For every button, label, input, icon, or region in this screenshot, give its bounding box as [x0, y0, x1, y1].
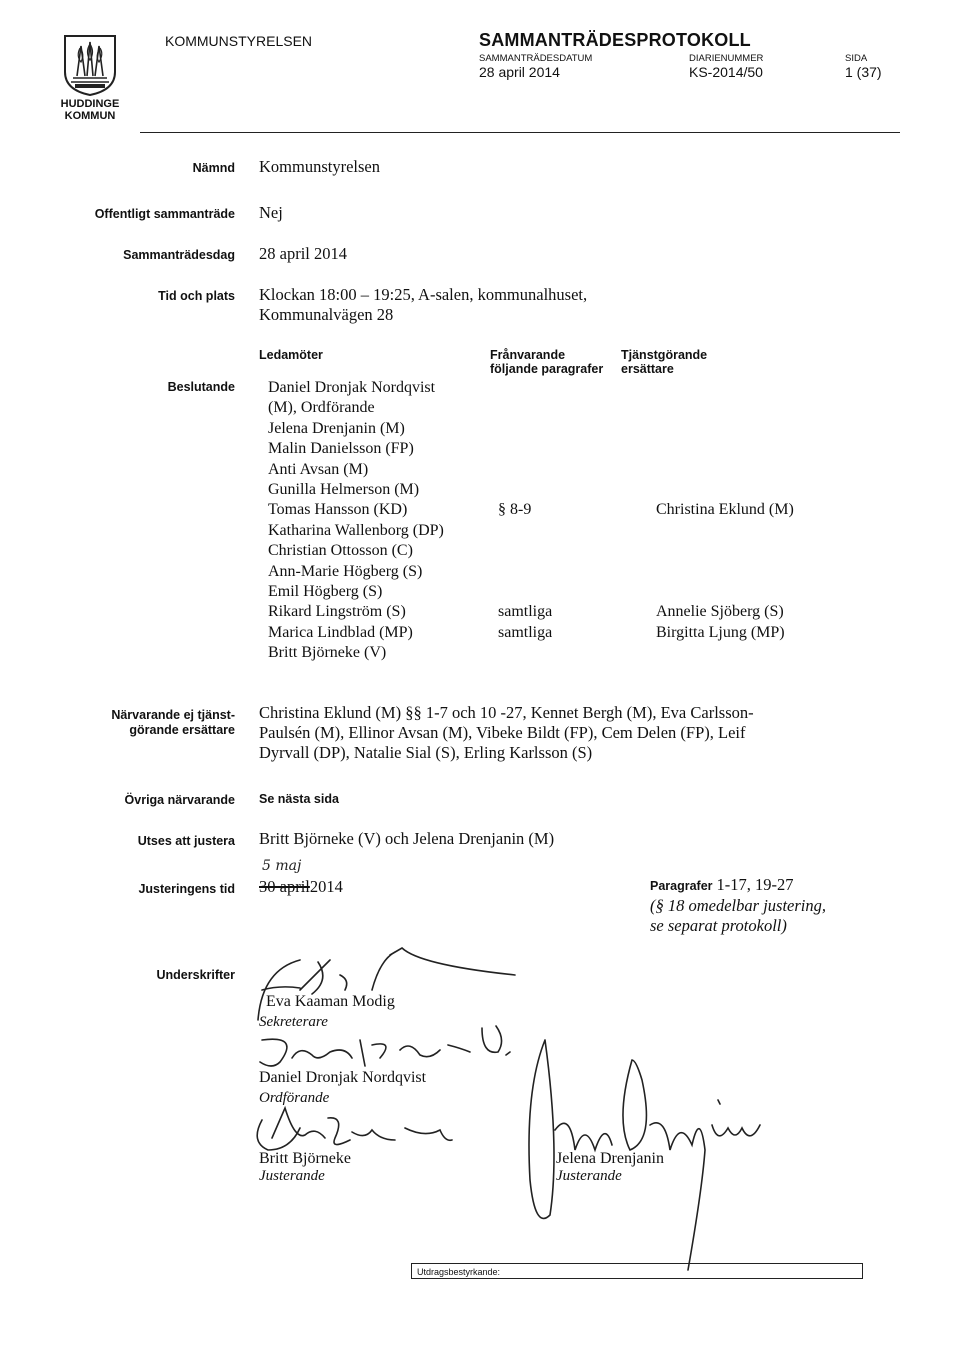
signer-role-britt: Justerande [259, 1168, 325, 1184]
absent-column [498, 378, 552, 663]
sammantradesdag-value: 28 april 2014 [259, 244, 347, 263]
member-absent [498, 643, 552, 663]
huddinge-kommun-logo [63, 34, 117, 96]
signer-role-eva: Sekreterare [259, 1014, 328, 1030]
member-name: Daniel Dronjak Nordqvist [268, 379, 436, 396]
column-header-ledamoter: Ledamöter [259, 348, 323, 362]
member-name: Rikard Lingström (S) [268, 603, 406, 621]
justering-date [259, 877, 343, 898]
member-substitute [656, 460, 794, 480]
member-absent [498, 541, 552, 561]
tid-plats-line1: Klockan 18:00 – 19:25, A-salen, kommunalhuset, [259, 285, 588, 304]
ovriga-label: Övriga närvarande [124, 793, 235, 807]
member-substitute [656, 541, 794, 561]
member-substitute [656, 521, 794, 541]
ovriga-value: Se nästa sida [259, 792, 339, 806]
namnd-label: Nämnd [192, 161, 235, 175]
signer-name-britt: Britt Björneke [259, 1150, 351, 1167]
member-absent [498, 521, 552, 541]
narvarande-line2: Paulsén (M), Ellinor Avsan (M), Vibeke Bildt (FP), Cem Delen (FP), Leif [259, 723, 746, 742]
meeting-date-label: SAMMANTRÄDESDATUM [479, 53, 593, 64]
member-absent [498, 582, 552, 602]
member-name: Katharina Wallenborg (DP) [268, 521, 444, 539]
member-substitute [656, 419, 794, 439]
substitute-column [656, 378, 794, 663]
member-absent [498, 480, 552, 500]
beslutande-label: Beslutande [167, 380, 235, 394]
justeringens-tid-label: Justeringens tid [138, 882, 235, 896]
signer-role-jelena: Justerande [556, 1168, 622, 1184]
paragrafer-line [650, 875, 794, 895]
signer-name-eva: Eva Kaaman Modig [266, 993, 395, 1010]
member-substitute [656, 439, 794, 459]
member-name: Christian Ottosson (C) [268, 542, 413, 560]
offentligt-value: Nej [259, 203, 283, 222]
paragrafer-note2: se separat protokoll) [650, 916, 787, 935]
member-absent: § 8-9 [498, 501, 532, 519]
member-name: Emil Högberg (S) [268, 582, 383, 600]
member-absent [498, 378, 552, 398]
signer-role-daniel: Ordförande [259, 1090, 330, 1106]
document-title: SAMMANTRÄDESPROTOKOLL [479, 30, 751, 50]
member-name: Jelena Drenjanin (M) [268, 419, 405, 437]
member-name: Malin Danielsson (FP) [268, 440, 414, 458]
signer-name-jelena: Jelena Drenjanin [556, 1150, 664, 1167]
meeting-date-value: 28 april 2014 [479, 64, 560, 80]
member-substitute: Christina Eklund (M) [656, 501, 794, 519]
sammantradesdag-label: Sammanträdesdag [123, 248, 235, 262]
member-absent: samtliga [498, 603, 553, 621]
member-absent [498, 439, 552, 459]
logo-text: HUDDINGE KOMMUN [60, 98, 120, 122]
member-substitute [656, 582, 794, 602]
member-list [268, 378, 444, 663]
member-name: Ann-Marie Högberg (S) [268, 562, 423, 580]
narvarande-label: Närvarande ej tjänst- görande ersättare [111, 708, 235, 737]
signature-britt-bjorneke [257, 1108, 452, 1150]
member-substitute [656, 643, 794, 663]
diarie-label: DIARIENUMMER [689, 53, 764, 64]
justering-year: 2014 [309, 877, 343, 896]
struck-date: 30 april [259, 877, 310, 896]
column-header-tjanstgorande: Tjänstgörande ersättare [621, 348, 708, 376]
member-substitute: Annelie Sjöberg (S) [656, 603, 784, 621]
utses-label: Utses att justera [137, 834, 235, 848]
diarie-value: KS-2014/50 [689, 64, 763, 80]
tid-plats-label: Tid och plats [158, 289, 235, 303]
member-substitute [656, 378, 794, 398]
narvarande-line1: Christina Eklund (M) §§ 1-7 och 10 -27, Kennet Bergh (M), Eva Carlsson- [259, 703, 754, 722]
member-name: (M), Ordförande [268, 399, 375, 417]
member-absent [498, 398, 552, 418]
paragrafer-value: 1-17, 19-27 [716, 875, 794, 894]
member-absent [498, 460, 552, 480]
utdragsbestyrkande-box [411, 1263, 863, 1279]
member-absent [498, 562, 552, 582]
member-substitute [656, 480, 794, 500]
underskrifter-label: Underskrifter [156, 968, 235, 982]
header-divider [140, 132, 900, 133]
member-name: Britt Björneke (V) [268, 644, 387, 662]
offentligt-label: Offentligt sammanträde [94, 207, 235, 221]
namnd-value: Kommunstyrelsen [259, 157, 380, 176]
page-label: SIDA [845, 53, 868, 64]
tid-plats-line2: Kommunalvägen 28 [259, 305, 394, 324]
page-number: 1 (37) [845, 64, 882, 80]
member-absent [498, 419, 552, 439]
narvarande-line3: Dyrvall (DP), Natalie Sial (S), Erling Karlsson (S) [259, 743, 593, 762]
member-substitute [656, 562, 794, 582]
organization-name: KOMMUNSTYRELSEN [165, 33, 313, 49]
paragrafer-note1: (§ 18 omedelbar justering, [650, 896, 826, 915]
member-substitute: Birgitta Ljung (MP) [656, 623, 785, 641]
handwritten-new-date: 5 maj [262, 858, 302, 874]
member-name: Tomas Hansson (KD) [268, 501, 408, 519]
member-substitute [656, 398, 794, 418]
paragrafer-label: Paragrafer [650, 879, 713, 893]
utses-value: Britt Björneke (V) och Jelena Drenjanin (M) [259, 829, 555, 848]
member-name: Marica Lindblad (MP) [268, 623, 413, 641]
member-name: Gunilla Helmerson (M) [268, 480, 420, 498]
member-absent: samtliga [498, 623, 553, 641]
column-header-franvarande: Frånvarande följande paragrafer [490, 348, 604, 376]
signature-daniel-dronjak-nordqvist [260, 1026, 510, 1066]
signer-name-daniel: Daniel Dronjak Nordqvist [259, 1069, 427, 1086]
member-name: Anti Avsan (M) [268, 460, 369, 478]
utdragsbestyrkande-label: Utdragsbestyrkande: [417, 1267, 501, 1277]
